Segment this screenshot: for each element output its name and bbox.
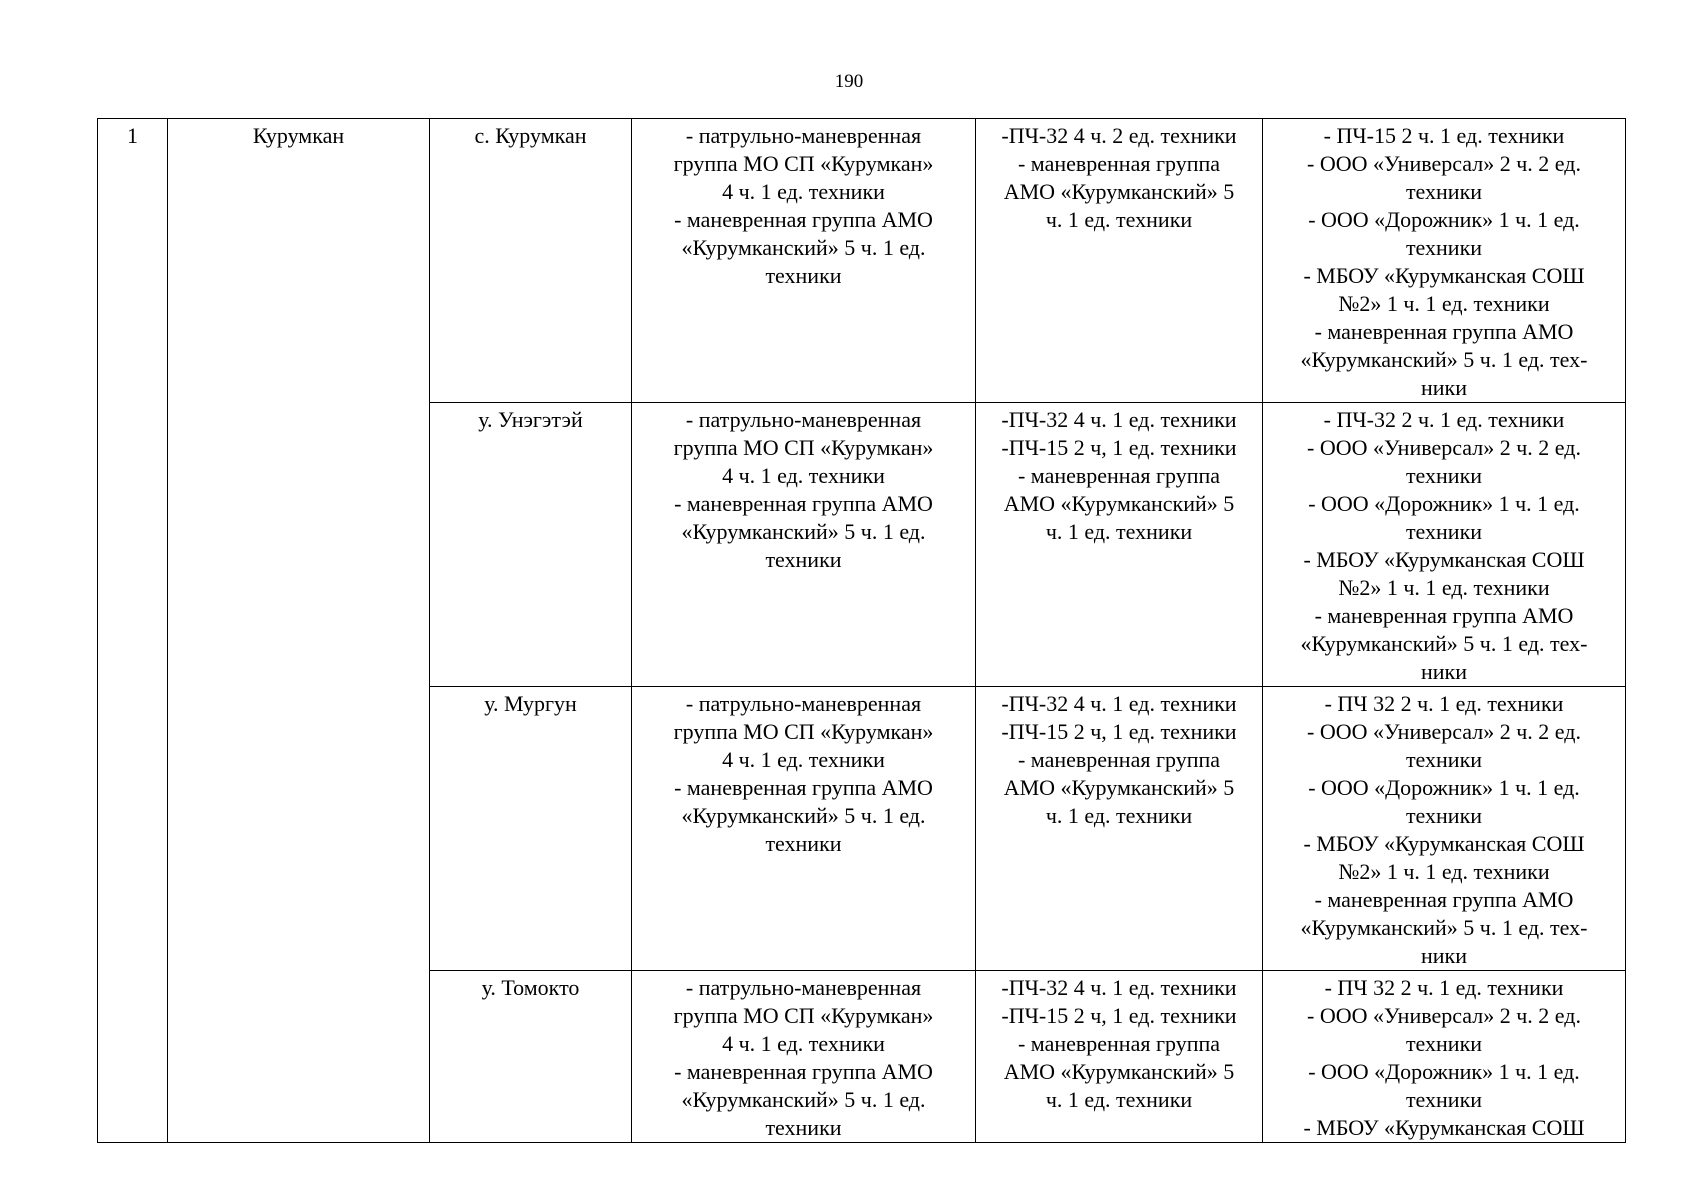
- cell-line: ч. 1 ед. техники: [1045, 1087, 1193, 1112]
- cell-line: «Курумканский» 5 ч. 1 ед. тех-: [1300, 347, 1588, 372]
- cell-line: - МБОУ «Курумканская СОШ: [1303, 263, 1585, 288]
- cell-line: группа МО СП «Курумкан»: [673, 435, 934, 460]
- cell-line: АМО «Курумканский» 5: [1003, 491, 1235, 516]
- cell-line: - ООО «Дорожник» 1 ч. 1 ед.: [1308, 1059, 1580, 1084]
- cell-line: «Курумканский» 5 ч. 1 ед. тех-: [1300, 915, 1588, 940]
- cell-line: №2» 1 ч. 1 ед. техники: [1338, 575, 1550, 600]
- cell-line: 4 ч. 1 ед. техники: [722, 463, 885, 488]
- cell-line: - ООО «Дорожник» 1 ч. 1 ед.: [1308, 207, 1580, 232]
- cell-line: - ООО «Универсал» 2 ч. 2 ед.: [1307, 719, 1581, 744]
- cell-line: техники: [1405, 463, 1483, 488]
- cell-line: - патрульно-маневренная: [685, 123, 922, 148]
- cell-line: 4 ч. 1 ед. техники: [722, 179, 885, 204]
- cell-line: ч. 1 ед. техники: [1045, 519, 1193, 544]
- settlement-cell: у. Мургун: [430, 687, 632, 971]
- cell-line: - маневренная группа: [1017, 151, 1221, 176]
- cell-line: - маневренная группа АМО: [1314, 319, 1574, 344]
- cell-line: техники: [1405, 1087, 1483, 1112]
- cell-line: -ПЧ-32 4 ч. 1 ед. техники: [1001, 975, 1237, 1000]
- cell-line: АМО «Курумканский» 5: [1003, 1059, 1235, 1084]
- cell-line: «Курумканский» 5 ч. 1 ед.: [681, 803, 926, 828]
- cell-line: - маневренная группа: [1017, 463, 1221, 488]
- cell-line: ники: [1420, 659, 1467, 684]
- second-echelon-cell: [976, 971, 1263, 1143]
- second-echelon-cell: [976, 687, 1263, 971]
- cell-line: - МБОУ «Курумканская СОШ: [1303, 1115, 1585, 1140]
- cell-line: техники: [1405, 179, 1483, 204]
- cell-line: - ПЧ 32 2 ч. 1 ед. техники: [1324, 691, 1564, 716]
- cell-line: техники: [765, 1115, 842, 1140]
- third-echelon-cell: [1263, 119, 1626, 403]
- cell-line: - ООО «Дорожник» 1 ч. 1 ед.: [1308, 491, 1580, 516]
- cell-line: - маневренная группа АМО: [1314, 603, 1574, 628]
- third-echelon-cell: [1263, 971, 1626, 1143]
- cell-line: АМО «Курумканский» 5: [1003, 775, 1235, 800]
- settlement-cell: у. Томокто: [430, 971, 632, 1143]
- third-echelon-cell: [1263, 687, 1626, 971]
- cell-line: - маневренная группа АМО: [674, 775, 933, 800]
- cell-line: -ПЧ-32 4 ч. 2 ед. техники: [1001, 123, 1237, 148]
- cell-line: - маневренная группа: [1017, 747, 1221, 772]
- cell-line: группа МО СП «Курумкан»: [673, 719, 934, 744]
- cell-line: - ПЧ-32 2 ч. 1 ед. техники: [1323, 407, 1565, 432]
- cell-line: - ООО «Универсал» 2 ч. 2 ед.: [1307, 435, 1581, 460]
- cell-line: группа МО СП «Курумкан»: [673, 151, 934, 176]
- settlement-cell: с. Курумкан: [430, 119, 632, 403]
- cell-line: №2» 1 ч. 1 ед. техники: [1338, 291, 1550, 316]
- cell-line: техники: [765, 263, 842, 288]
- district-cell: Курумкан: [168, 119, 430, 1143]
- cell-line: техники: [1405, 1031, 1483, 1056]
- forces-table: [97, 118, 1626, 1143]
- cell-line: - МБОУ «Курумканская СОШ: [1303, 547, 1585, 572]
- first-echelon-cell: [632, 403, 976, 687]
- cell-line: - маневренная группа АМО: [674, 1059, 933, 1084]
- cell-line: - маневренная группа АМО: [674, 491, 933, 516]
- cell-line: ч. 1 ед. техники: [1045, 207, 1193, 232]
- cell-line: - ООО «Универсал» 2 ч. 2 ед.: [1307, 151, 1581, 176]
- cell-line: -ПЧ-15 2 ч, 1 ед. техники: [1001, 1003, 1237, 1028]
- cell-line: «Курумканский» 5 ч. 1 ед.: [681, 235, 926, 260]
- cell-line: «Курумканский» 5 ч. 1 ед. тех-: [1300, 631, 1588, 656]
- cell-line: -ПЧ-32 4 ч. 1 ед. техники: [1001, 691, 1237, 716]
- cell-line: ники: [1420, 375, 1467, 400]
- cell-line: №2» 1 ч. 1 ед. техники: [1338, 859, 1550, 884]
- cell-line: - маневренная группа: [1017, 1031, 1221, 1056]
- third-echelon-cell: [1263, 403, 1626, 687]
- cell-line: - маневренная группа АМО: [1314, 887, 1574, 912]
- row-number-cell: 1: [98, 119, 168, 1143]
- cell-line: -ПЧ-15 2 ч, 1 ед. техники: [1001, 719, 1237, 744]
- cell-line: - патрульно-маневренная: [685, 407, 922, 432]
- cell-line: ники: [1420, 943, 1467, 968]
- cell-line: -ПЧ-32 4 ч. 1 ед. техники: [1001, 407, 1237, 432]
- cell-line: - ООО «Дорожник» 1 ч. 1 ед.: [1308, 775, 1580, 800]
- cell-line: техники: [1405, 519, 1483, 544]
- cell-line: техники: [1405, 803, 1483, 828]
- table-row: [98, 119, 1626, 403]
- cell-line: АМО «Курумканский» 5: [1003, 179, 1235, 204]
- cell-line: - патрульно-маневренная: [685, 691, 922, 716]
- cell-line: -ПЧ-15 2 ч, 1 ед. техники: [1001, 435, 1237, 460]
- cell-line: - МБОУ «Курумканская СОШ: [1303, 831, 1585, 856]
- cell-line: «Курумканский» 5 ч. 1 ед.: [681, 1087, 926, 1112]
- cell-line: техники: [765, 547, 842, 572]
- cell-line: - маневренная группа АМО: [674, 207, 933, 232]
- cell-line: - патрульно-маневренная: [685, 975, 922, 1000]
- cell-line: - ПЧ 32 2 ч. 1 ед. техники: [1324, 975, 1564, 1000]
- first-echelon-cell: [632, 687, 976, 971]
- second-echelon-cell: [976, 403, 1263, 687]
- cell-line: техники: [1405, 235, 1483, 260]
- cell-line: «Курумканский» 5 ч. 1 ед.: [681, 519, 926, 544]
- second-echelon-cell: [976, 119, 1263, 403]
- cell-line: - ООО «Универсал» 2 ч. 2 ед.: [1307, 1003, 1581, 1028]
- page-number: 190: [834, 71, 864, 92]
- settlement-cell: у. Унэгэтэй: [430, 403, 632, 687]
- cell-line: группа МО СП «Курумкан»: [673, 1003, 934, 1028]
- cell-line: - ПЧ-15 2 ч. 1 ед. техники: [1323, 123, 1565, 148]
- first-echelon-cell: [632, 971, 976, 1143]
- cell-line: ч. 1 ед. техники: [1045, 803, 1193, 828]
- cell-line: 4 ч. 1 ед. техники: [722, 1031, 885, 1056]
- cell-line: 4 ч. 1 ед. техники: [722, 747, 885, 772]
- cell-line: техники: [765, 831, 842, 856]
- first-echelon-cell: [632, 119, 976, 403]
- cell-line: техники: [1405, 747, 1483, 772]
